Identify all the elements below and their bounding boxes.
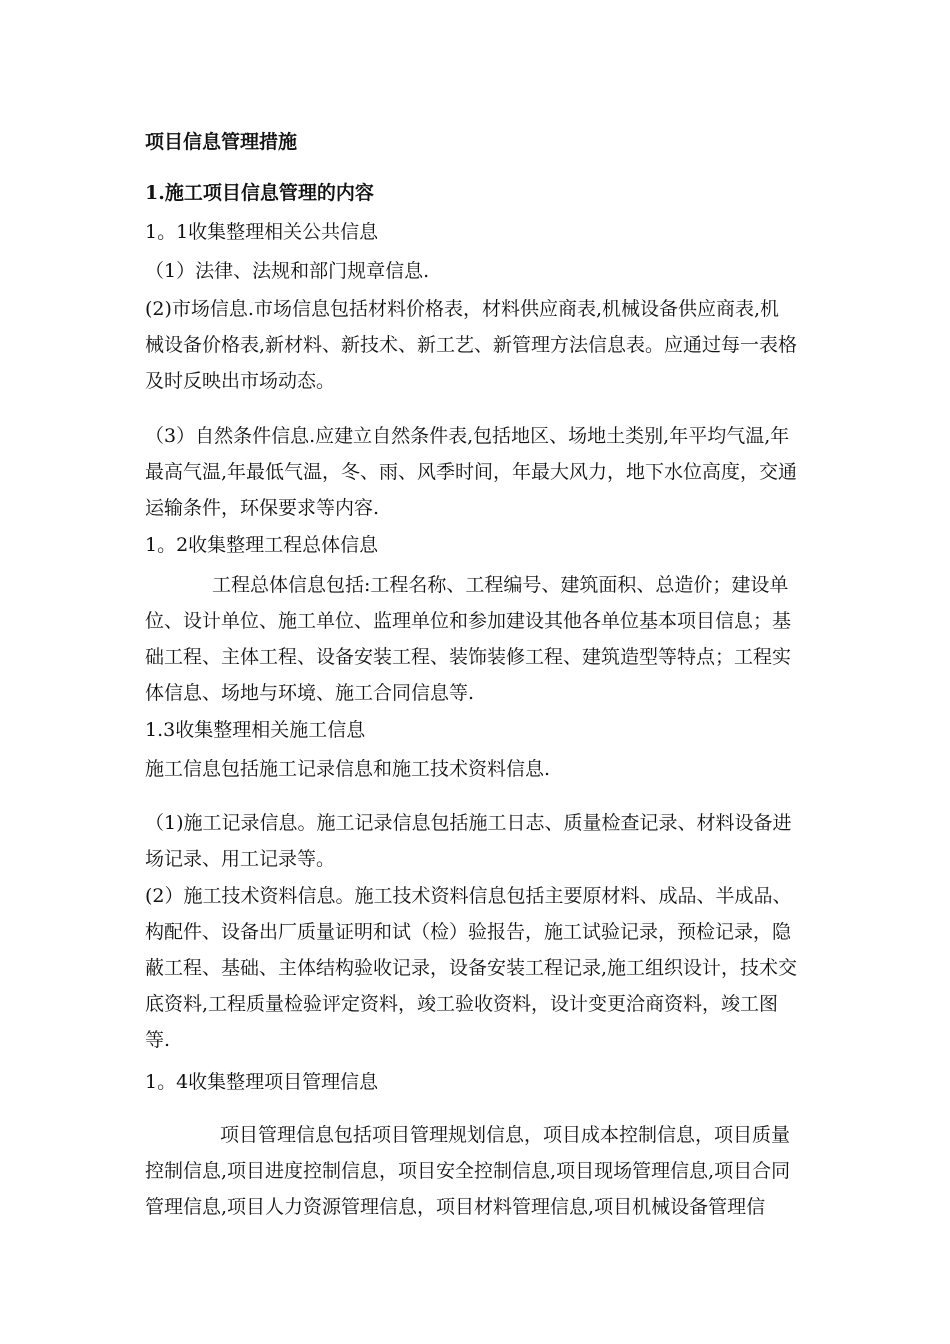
- section-heading-1: 1.施工项目信息管理的内容: [145, 182, 374, 204]
- overall-info-line-3: 础工程、主体工程、设备安装工程、装饰装修工程、建筑造型等特点；工程实: [145, 646, 792, 668]
- construction-info-intro: 施工信息包括施工记录信息和施工技术资料信息.: [145, 758, 551, 780]
- technical-data-line-2: 构配件、设备出厂质量证明和试（检）验报告，施工试验记录，预检记录，隐: [145, 921, 792, 943]
- management-info-line-2: 控制信息,项目进度控制信息，项目安全控制信息,项目现场管理信息,项目合同: [145, 1160, 791, 1182]
- overall-info-line-2: 位、设计单位、施工单位、监理单位和参加建设其他各单位基本项目信息；基: [145, 610, 792, 632]
- natural-info-line-2: 最高气温,年最低气温，冬、雨、风季时间，年最大风力，地下水位高度，交通: [145, 461, 798, 483]
- technical-data-line-3: 蔽工程、基础、主体结构验收记录，设备安装工程记录,施工组织设计，技术交: [145, 957, 798, 979]
- management-info-line-3: 管理信息,项目人力资源管理信息，项目材料管理信息,项目机械设备管理信: [145, 1196, 766, 1218]
- overall-info-line-1: 工程总体信息包括:工程名称、工程编号、建筑面积、总造价；建设单: [212, 574, 789, 596]
- subsection-heading-1-4: 1。4收集整理项目管理信息: [145, 1071, 379, 1093]
- natural-info-line-1: （3）自然条件信息.应建立自然条件表,包括地区、场地土类别,年平均气温,年: [145, 425, 790, 447]
- subsection-heading-1-3: 1.3收集整理相关施工信息: [145, 719, 366, 741]
- construction-record-line-2: 场记录、用工记录等。: [145, 848, 336, 870]
- technical-data-line-1: (2）施工技术资料信息。施工技术资料信息包括主要原材料、成品、半成品、: [145, 885, 792, 907]
- subsection-heading-1-2: 1。2收集整理工程总体信息: [145, 534, 379, 556]
- list-item-legal-info: （1）法律、法规和部门规章信息.: [145, 260, 430, 282]
- management-info-line-1: 项目管理信息包括项目管理规划信息，项目成本控制信息，项目质量: [220, 1124, 791, 1146]
- market-info-line-3: 及时反映出市场动态。: [145, 370, 336, 392]
- subsection-heading-1-1: 1。1收集整理相关公共信息: [145, 221, 379, 243]
- natural-info-line-3: 运输条件，环保要求等内容.: [145, 497, 380, 519]
- technical-data-line-5: 等.: [145, 1029, 171, 1051]
- construction-record-line-1: （1)施工记录信息。施工记录信息包括施工日志、质量检查记录、材料设备进: [145, 812, 792, 834]
- market-info-line-1: (2)市场信息.市场信息包括材料价格表，材料供应商表,机械设备供应商表,机: [145, 298, 780, 320]
- technical-data-line-4: 底资料,工程质量检验评定资料，竣工验收资料，设计变更洽商资料，竣工图: [145, 993, 779, 1015]
- market-info-line-2: 械设备价格表,新材料、新技术、新工艺、新管理方法信息表。应通过每一表格: [145, 334, 798, 356]
- document-title: 项目信息管理措施: [145, 131, 298, 153]
- overall-info-line-4: 体信息、场地与环境、施工合同信息等.: [145, 682, 475, 704]
